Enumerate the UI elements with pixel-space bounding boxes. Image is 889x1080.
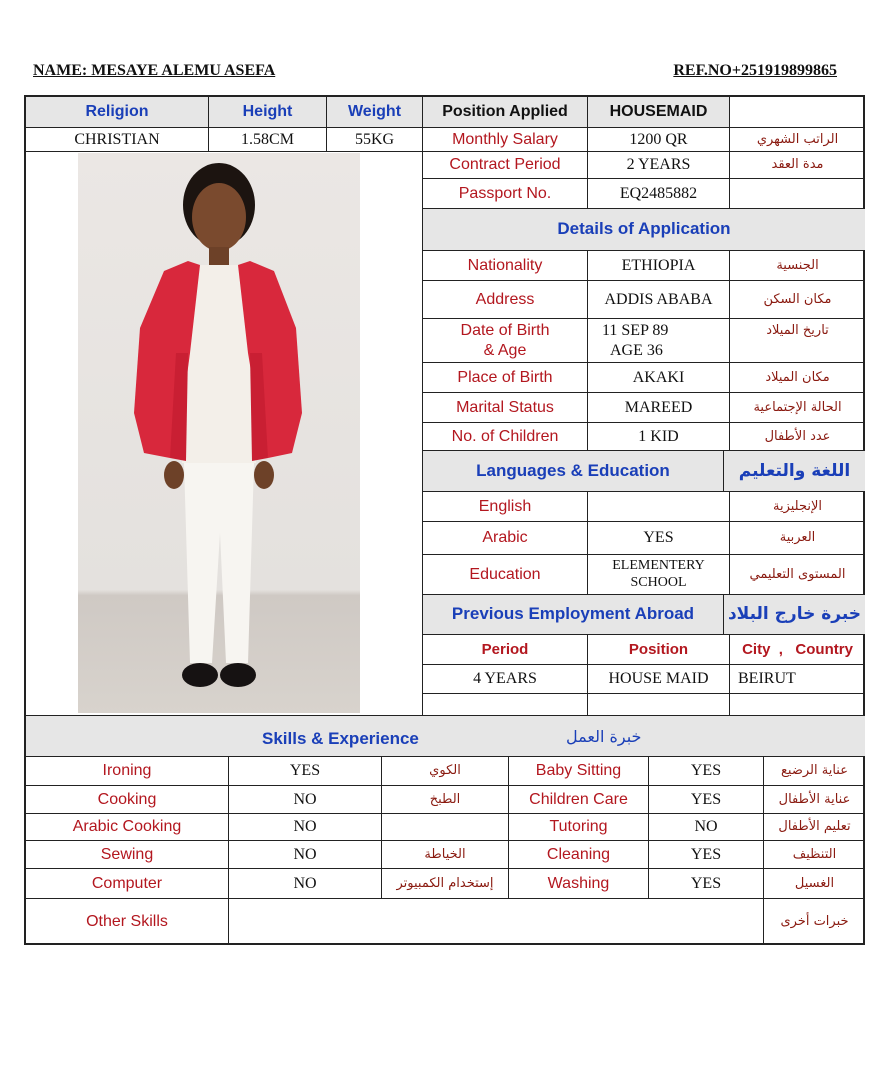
- other-skills-value: [229, 899, 764, 945]
- skill-value: YES: [229, 757, 382, 786]
- candidate-photo: [78, 153, 360, 713]
- skill-arabic: الغسيل: [764, 869, 865, 899]
- arabic-value: YES: [588, 522, 730, 555]
- skill-arabic: [382, 814, 509, 841]
- children-label: No. of Children: [423, 423, 588, 451]
- blank-cell: [730, 97, 865, 128]
- employment-city: BEIRUT: [730, 665, 865, 694]
- skill-label: Tutoring: [509, 814, 649, 841]
- address-label: Address: [423, 281, 588, 319]
- skill-label: Cleaning: [509, 841, 649, 869]
- marital-label: Marital Status: [423, 393, 588, 423]
- application-form: [24, 95, 865, 945]
- english-arabic: الإنجليزية: [730, 492, 865, 522]
- skill-value: YES: [649, 841, 764, 869]
- nationality-arabic: الجنسية: [730, 251, 865, 281]
- nationality-label: Nationality: [423, 251, 588, 281]
- nationality-value: ETHIOPIA: [588, 251, 730, 281]
- dob-label: [423, 319, 588, 363]
- other-skills-arabic: خبرات أخرى: [764, 899, 865, 945]
- children-value: 1 KID: [588, 423, 730, 451]
- position-applied-value: HOUSEMAID: [588, 97, 730, 128]
- contract-period-value: 2 YEARS: [588, 152, 730, 179]
- salary-value: 1200 QR: [588, 128, 730, 152]
- other-skills-label: Other Skills: [26, 899, 229, 945]
- contract-period-arabic: مدة العقد: [730, 152, 865, 179]
- skill-value: NO: [229, 869, 382, 899]
- passport-label: Passport No.: [423, 179, 588, 209]
- employment-period: 4 YEARS: [423, 665, 588, 694]
- english-value: [588, 492, 730, 522]
- address-value: ADDIS ABABA: [588, 281, 730, 319]
- education-arabic: المستوى التعليمي: [730, 555, 865, 595]
- salary-label: Monthly Salary: [423, 128, 588, 152]
- skill-label: Washing: [509, 869, 649, 899]
- passport-value: EQ2485882: [588, 179, 730, 209]
- languages-section-arabic: اللغة والتعليم: [724, 451, 865, 492]
- skill-value: NO: [229, 841, 382, 869]
- dob-value: 11 SEP 89: [602, 322, 669, 340]
- skill-arabic: الطبخ: [382, 786, 509, 814]
- weight-header: Weight: [327, 97, 423, 128]
- pob-label: Place of Birth: [423, 363, 588, 393]
- details-section-title: Details of Application: [423, 209, 865, 251]
- skill-label: Arabic Cooking: [26, 814, 229, 841]
- position-column-header: Position: [588, 635, 730, 665]
- skill-value: YES: [649, 869, 764, 899]
- skill-arabic: تعليم الأطفال: [764, 814, 865, 841]
- dob-label-line1: Date of Birth: [460, 322, 550, 340]
- arabic-arabic: العربية: [730, 522, 865, 555]
- children-arabic: عدد الأطفال: [730, 423, 865, 451]
- blank-cell: [588, 694, 730, 716]
- education-value-line1: ELEMENTERY: [612, 558, 705, 574]
- employment-position: HOUSE MAID: [588, 665, 730, 694]
- skill-label: Ironing: [26, 757, 229, 786]
- english-label: English: [423, 492, 588, 522]
- pob-value: AKAKI: [588, 363, 730, 393]
- skills-section-arabic: خبرة العمل: [566, 727, 642, 746]
- skills-section-title: Skills & Experience: [262, 729, 419, 748]
- skill-arabic: عناية الأطفال: [764, 786, 865, 814]
- period-column-header: Period: [423, 635, 588, 665]
- arabic-label: Arabic: [423, 522, 588, 555]
- skill-value: YES: [649, 757, 764, 786]
- dob-label-line2: & Age: [483, 341, 527, 359]
- education-value-line2: SCHOOL: [630, 574, 687, 590]
- marital-arabic: الحالة الإجتماعية: [730, 393, 865, 423]
- skill-label: Cooking: [26, 786, 229, 814]
- dob-arabic: تاريخ الميلاد: [730, 319, 865, 363]
- religion-header: Religion: [26, 97, 209, 128]
- skill-label: Computer: [26, 869, 229, 899]
- position-applied-label: Position Applied: [423, 97, 588, 128]
- address-arabic: مكان السكن: [730, 281, 865, 319]
- contract-period-label: Contract Period: [423, 152, 588, 179]
- marital-value: MAREED: [588, 393, 730, 423]
- skill-value: NO: [649, 814, 764, 841]
- skill-arabic: التنظيف: [764, 841, 865, 869]
- skill-arabic: الكوي: [382, 757, 509, 786]
- skill-label: Baby Sitting: [509, 757, 649, 786]
- skill-label: Children Care: [509, 786, 649, 814]
- languages-section-title: Languages & Education: [423, 451, 724, 492]
- skill-arabic: الخياطة: [382, 841, 509, 869]
- city-country-column-header: City , Country: [730, 635, 865, 665]
- salary-arabic: الراتب الشهري: [730, 128, 865, 152]
- employment-section-arabic: خبرة خارج البلاد: [724, 595, 865, 635]
- dob-value-cell: [588, 319, 730, 363]
- blank-cell: [730, 179, 865, 209]
- skill-label: Sewing: [26, 841, 229, 869]
- blank-cell: [423, 694, 588, 716]
- skill-arabic: عناية الرضيع: [764, 757, 865, 786]
- reference-number: REF.NO+251919899865: [673, 62, 837, 79]
- skills-section-header: [26, 716, 865, 757]
- education-value-cell: [588, 555, 730, 595]
- age-value: AGE 36: [610, 341, 663, 359]
- education-label: Education: [423, 555, 588, 595]
- height-header: Height: [209, 97, 327, 128]
- pob-arabic: مكان الميلاد: [730, 363, 865, 393]
- religion-value: CHRISTIAN: [26, 128, 209, 152]
- blank-cell: [730, 694, 865, 716]
- weight-value: 55KG: [327, 128, 423, 152]
- candidate-name: NAME: MESAYE ALEMU ASEFA: [33, 62, 276, 79]
- skill-value: YES: [649, 786, 764, 814]
- skill-arabic: إستخدام الكمبيوتر: [382, 869, 509, 899]
- person-illustration: [78, 153, 360, 713]
- skill-value: NO: [229, 786, 382, 814]
- skill-value: NO: [229, 814, 382, 841]
- employment-section-title: Previous Employment Abroad: [423, 595, 724, 635]
- height-value: 1.58CM: [209, 128, 327, 152]
